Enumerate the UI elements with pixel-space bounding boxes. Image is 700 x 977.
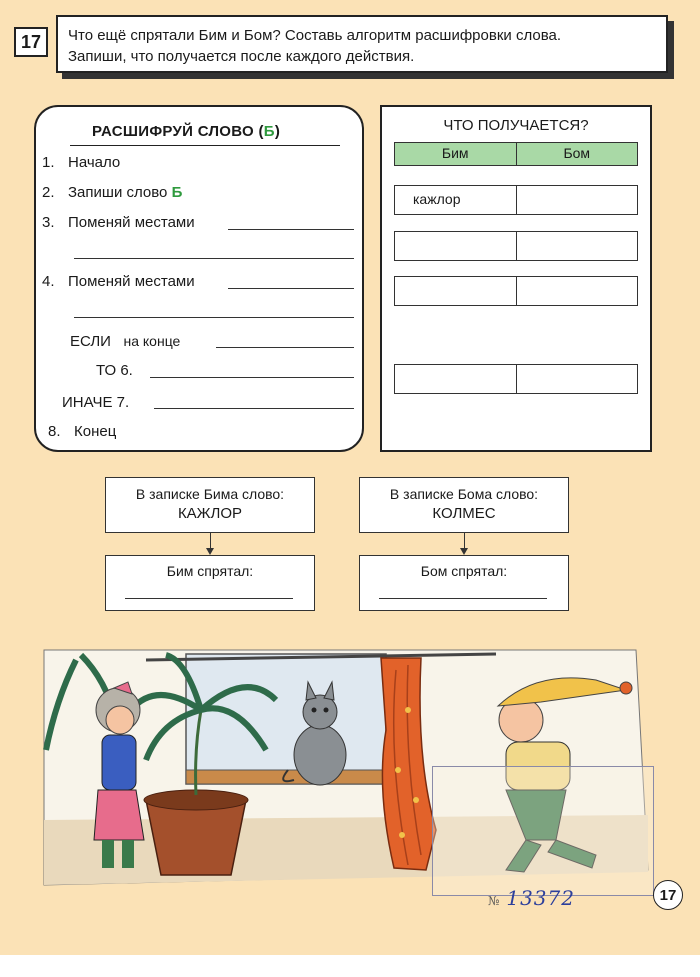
if-condition: ЕСЛИ на конце <box>70 333 181 350</box>
if-fill-line[interactable] <box>216 347 354 348</box>
step-3-fill-line-2[interactable] <box>74 258 354 259</box>
bim-character <box>94 682 144 868</box>
window <box>186 654 386 784</box>
stamp-number: № 13372 <box>488 886 575 910</box>
bom-hidden-box <box>359 555 569 611</box>
step-3-fill-line[interactable] <box>228 229 354 230</box>
results-header <box>394 142 638 166</box>
task-instruction <box>56 15 668 73</box>
algorithm-card <box>34 105 364 452</box>
cell-bim[interactable]: кажлор <box>395 186 517 214</box>
step-4-fill-line[interactable] <box>228 288 354 289</box>
results-row <box>394 364 638 394</box>
bim-note-word: КАЖЛОР <box>177 505 243 522</box>
step-8: 8. Конец <box>48 423 117 440</box>
cell-bim[interactable] <box>395 232 517 260</box>
cell-bom[interactable] <box>517 277 638 305</box>
bom-note-box <box>359 477 569 533</box>
bim-note-box <box>105 477 315 533</box>
bom-note-word: КОЛМЕС <box>432 505 496 522</box>
cell-bom[interactable] <box>517 232 638 260</box>
bom-note-label: В записке Бома слово: <box>389 486 539 502</box>
then-fill-line[interactable] <box>150 377 354 378</box>
results-row <box>394 185 638 215</box>
cell-bom[interactable] <box>517 186 638 214</box>
library-stamp <box>432 766 654 896</box>
task-number: 17 <box>14 27 48 57</box>
then-branch: ТО 6. <box>96 362 133 379</box>
column-bim: Бим <box>395 143 517 165</box>
results-title: ЧТО ПОЛУЧАЕТСЯ? <box>443 117 589 134</box>
page-bottom-margin <box>0 955 700 977</box>
else-branch: ИНАЧЕ 7. <box>62 394 130 411</box>
task-text-line-2: Запиши, что получается после каждого действия. <box>68 48 415 65</box>
bom-hidden-answer-line[interactable] <box>379 598 547 599</box>
bim-note-label: В записке Бима слово: <box>135 486 285 502</box>
page-number: 17 <box>653 880 683 910</box>
bim-hidden-answer-line[interactable] <box>125 598 293 599</box>
results-card <box>380 105 652 452</box>
cell-bim[interactable] <box>395 277 517 305</box>
bom-hidden-label: Бом спрятал: <box>420 563 508 579</box>
bim-hidden-box <box>105 555 315 611</box>
task-text-line-1: Что ещё спрятали Бим и Бом? Составь алгоритм расшифровки слова. <box>68 27 562 44</box>
step-4-fill-line-2[interactable] <box>74 317 354 318</box>
title-underline <box>70 145 340 146</box>
bom-arrow-head <box>460 548 468 555</box>
step-3: 3. Поменяй местами <box>42 214 195 231</box>
step-1: 1. Начало <box>42 154 121 171</box>
results-row <box>394 276 638 306</box>
bim-arrow-head <box>206 548 214 555</box>
algorithm-title: РАСШИФРУЙ СЛОВО (Б) <box>92 123 281 140</box>
bim-hidden-label: Бим спрятал: <box>166 563 254 579</box>
cell-bim[interactable] <box>395 365 517 393</box>
results-row <box>394 231 638 261</box>
step-2: 2. Запиши слово Б <box>42 184 183 201</box>
else-fill-line[interactable] <box>154 408 354 409</box>
cell-bom[interactable] <box>517 365 638 393</box>
column-bom: Бом <box>563 145 591 161</box>
step-4: 4. Поменяй местами <box>42 273 195 290</box>
